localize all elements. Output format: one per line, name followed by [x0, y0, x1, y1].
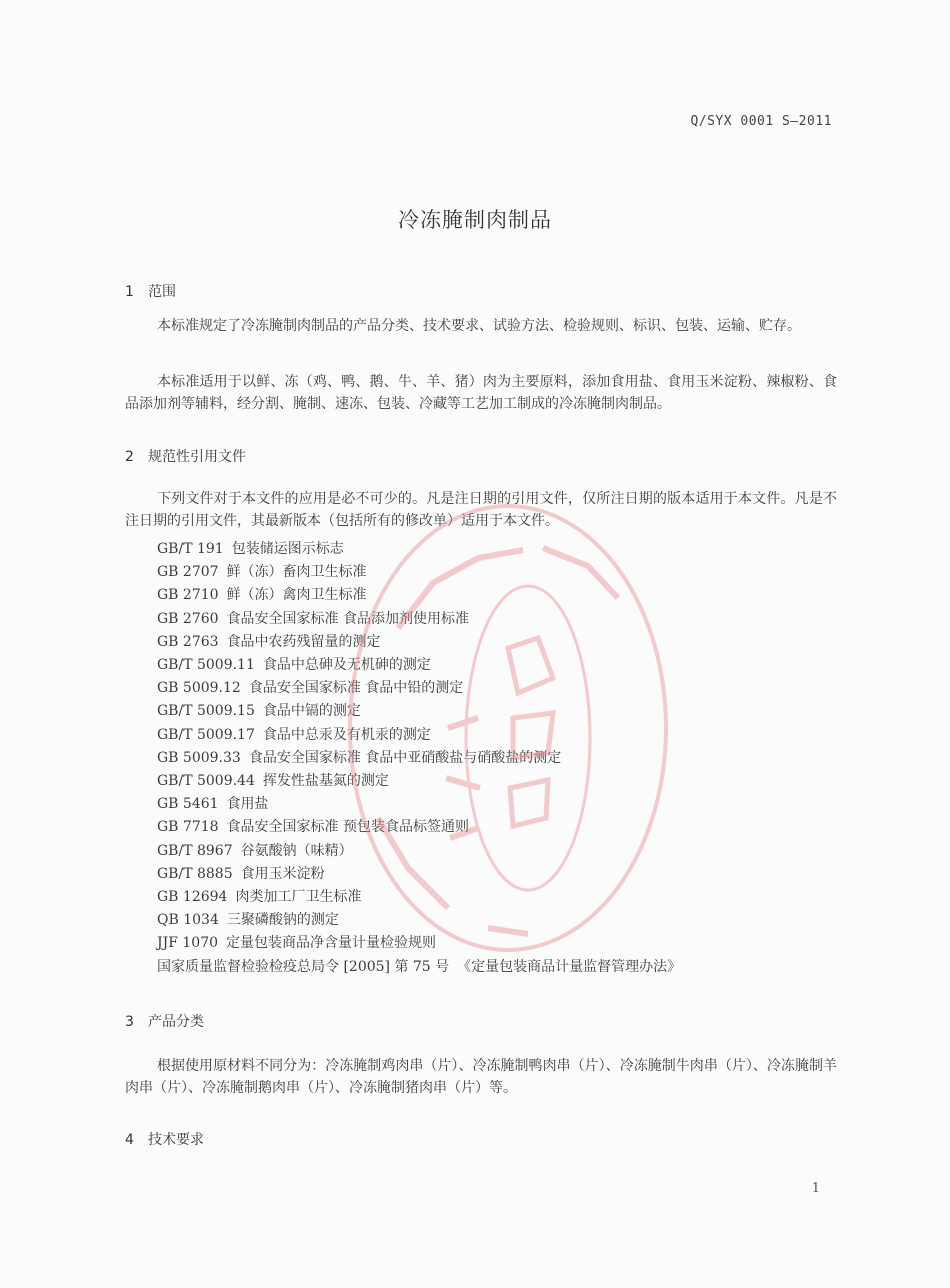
reference-code: GB/T 5009.15 [157, 703, 255, 720]
reference-item [157, 747, 681, 770]
reference-title: 食品安全国家标准 食品中亚硝酸盐与硝酸盐的测定 [248, 749, 562, 766]
section-title: 规范性引用文件 [148, 449, 246, 465]
reference-item [157, 654, 681, 677]
reference-code: GB 5009.12 [157, 680, 241, 697]
reference-code: GB/T 5009.11 [157, 657, 255, 674]
reference-title: 《定量包装商品计量监督管理办法》 [457, 958, 682, 975]
reference-code: GB/T 8885 [157, 865, 233, 882]
reference-item [157, 677, 681, 700]
reference-code: GB 2710 [157, 587, 219, 604]
reference-title: 谷氨酸钠（味精） [240, 842, 353, 859]
reference-code: GB 7718 [157, 819, 219, 836]
reference-item [157, 956, 681, 979]
reference-list [157, 538, 681, 979]
reference-title: 肉类加工厂卫生标准 [235, 889, 362, 906]
section-number: 3 [125, 1014, 134, 1030]
reference-item [157, 863, 681, 886]
reference-title: 鲜（冻）畜肉卫生标准 [226, 564, 367, 581]
reference-item [157, 770, 681, 793]
reference-title: 食品安全国家标准 食品中铅的测定 [248, 680, 464, 697]
section-2-heading [125, 446, 246, 466]
section-1-heading [125, 281, 176, 301]
section-number: 2 [125, 449, 134, 465]
reference-title: 食品中总汞及有机汞的测定 [262, 726, 431, 743]
reference-title: 食品中镉的测定 [262, 703, 361, 720]
reference-code: 国家质量监督检验检疫总局令 [2005] 第 75 号 [157, 958, 450, 975]
reference-title: 包装储运图示标志 [231, 541, 344, 557]
reference-code: GB 5461 [157, 796, 219, 813]
classification-paragraph: 根据使用原材料不同分为：冷冻腌制鸡肉串（片）、冷冻腌制鸭肉串（片）、冷冻腌制牛肉串（片）、冷冻腌制羊肉串（片）、冷冻腌制鹅肉串（片）、冷冻腌制猪肉串（片）等。 [125, 1058, 837, 1096]
reference-item [157, 816, 681, 839]
document-title: 冷冻腌制肉制品 [398, 208, 552, 232]
reference-code: GB 2760 [157, 610, 219, 627]
reference-code: GB 5009.33 [157, 749, 241, 766]
reference-item [157, 584, 681, 607]
reference-title: 三聚磷酸钠的测定 [226, 912, 339, 929]
reference-title: 食品安全国家标准 食品添加剂使用标准 [226, 610, 470, 627]
references-intro-paragraph: 下列文件对于本文件的应用是必不可少的。凡是注日期的引用文件，仅所注日期的版本适用于本文件。凡是不注日期的引用文件，其最新版本（包括所有的修改单）适用于本文件。 [125, 491, 837, 529]
reference-item [157, 538, 681, 561]
reference-title: 食用盐 [226, 796, 269, 813]
reference-item [157, 700, 681, 723]
reference-item [157, 932, 681, 955]
reference-code: GB/T 5009.17 [157, 726, 255, 743]
section-4-heading [125, 1129, 204, 1149]
reference-title: 食品安全国家标准 预包装食品标签通则 [226, 819, 470, 836]
reference-item [157, 631, 681, 654]
reference-code: GB 12694 [157, 889, 228, 906]
reference-item [157, 561, 681, 584]
section-number: 1 [125, 284, 134, 300]
reference-title: 食用玉米淀粉 [240, 865, 325, 882]
reference-title: 食品中总砷及无机砷的测定 [262, 657, 431, 674]
reference-item [157, 886, 681, 909]
reference-code: GB 2763 [157, 633, 219, 650]
reference-title: 食品中农药残留量的测定 [226, 633, 381, 650]
section-title: 产品分类 [148, 1014, 204, 1030]
scope-paragraph-1: 本标准规定了冷冻腌制肉制品的产品分类、技术要求、试验方法、检验规则、标识、包装、运输、贮存。 [157, 318, 801, 334]
document-code: Q/SYX 0001 S—2011 [690, 114, 832, 129]
reference-code: GB/T 5009.44 [157, 773, 255, 790]
reference-code: GB/T 8967 [157, 842, 233, 859]
page-number: 1 [811, 1181, 820, 1196]
section-3-heading [125, 1011, 204, 1031]
reference-code: GB 2707 [157, 564, 219, 581]
reference-title: 鲜（冻）禽肉卫生标准 [226, 587, 367, 604]
reference-title: 挥发性盐基氮的测定 [262, 773, 389, 790]
reference-item [157, 608, 681, 631]
reference-item [157, 724, 681, 747]
reference-code: JJF 1070 [157, 935, 219, 952]
section-title: 范围 [148, 284, 176, 300]
reference-title: 定量包装商品净含量计量检验规则 [226, 935, 437, 952]
reference-item [157, 909, 681, 932]
reference-code: QB 1034 [157, 912, 219, 929]
scope-paragraph-2: 本标准适用于以鲜、冻（鸡、鸭、鹅、牛、羊、猪）肉为主要原料，添加食用盐、食用玉米淀粉、辣椒粉、食品添加剂等辅料，经分割、腌制、速冻、包装、冷藏等工艺加工制成的冷冻腌制肉制品。 [125, 374, 837, 412]
section-number: 4 [125, 1132, 134, 1148]
reference-item [157, 840, 681, 863]
reference-code: GB/T 191 [157, 541, 224, 557]
section-title: 技术要求 [148, 1132, 204, 1148]
reference-item [157, 793, 681, 816]
